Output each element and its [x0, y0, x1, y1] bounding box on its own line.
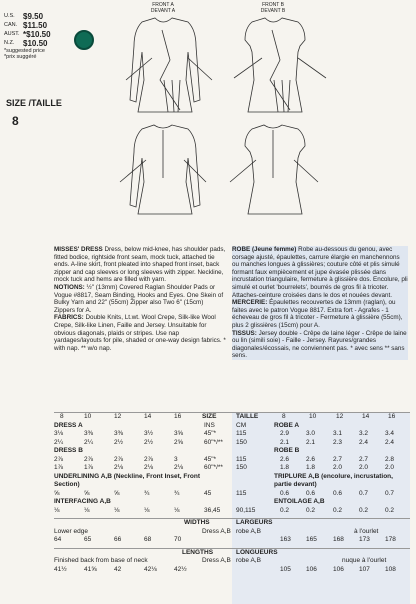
green-dot-icon [74, 30, 94, 50]
table-row: UNDERLINING A,B (Neckline, Front Inset, Front Section) TRIPLURE A,B (encolure, incrustation, partie devant) [54, 472, 393, 488]
size-label: SIZE /TAILLE [6, 98, 62, 108]
table-header-row: 8 10 12 14 16 SIZE TAILLE 8 10 12 14 16 [54, 412, 410, 422]
table-row: 3⅛ 3⅜ 3⅜ 3½ 3⅝ 45"* 115 2.9 3.0 3.1 3.2 3.4 [54, 430, 395, 437]
price-row: CAN. $11.50 [4, 21, 48, 30]
table-row: DRESS A INS CM ROBE A [54, 421, 300, 429]
price-row: U.S. $9.50 [4, 12, 44, 21]
table-row: 2⅞ 2⅞ 2⅞ 2⅞ 3 45"* 115 2.6 2.6 2.7 2.7 2.8 [54, 455, 395, 463]
price-note-fr: *prix suggéré [4, 54, 37, 60]
price-block [4, 12, 51, 60]
english-description: MISSES' DRESS Dress, below mid-knee, has shoulder pads, fitted bodice, rightside front seam, mock tuck, attached tie ends. A-line skirt, front pleated into shaped front inset, back zipper and cap sleeves or long sleeves with zipper. Neckline, mock tuck and hems are filled with yarn. NOTIONS: ½" (13mm) Covered Raglan Shoulder Pads or Vogue #8817, Seam Binding, Hooks and Eyes. One Skein of Bulky Yarn and 22" (55cm) Zipper also Two 6" (15cm) Zippers for A. FABRICS: Double Knits, Lt.wt. Wool Crepe, Silk-like Wool Crepe, Silk-like Linen, Faille and Jersey. Unsuitable for obvious diagonals, plaids or stripes. Use nap yardages/layouts for pile, shaded or one-way design fabrics. * with nap. ** w/o nap. [54, 246, 226, 352]
lengths-sub-row: Finished back from base of neck Dress A,B robe A,B nuque à l'ourlet [54, 557, 387, 564]
front-b-drawing [234, 18, 326, 112]
widths-values-row: 64 65 66 68 70 163 165 168 173 178 [54, 536, 396, 543]
table-row: 1⅞ 1⅞ 2⅛ 2⅛ 2⅛ 60"*/** 150 1.8 1.8 2.0 2.0 2.0 [54, 464, 395, 471]
lengths-values-row: 41½ 41⅝ 42 42⅛ 42½ 105 106 106 107 108 [54, 565, 396, 573]
price-row: AUST. *$10.50 [4, 30, 51, 39]
table-row: DRESS B ROBE B [54, 447, 300, 454]
widths-header-row: WIDTHS LARGEURS [54, 518, 410, 528]
front-a-label: FRONT A DEVANT A [150, 2, 176, 14]
price-row: N.Z. $10.50 [4, 39, 48, 48]
table-row: INTERFACING A,B ENTOILAGE A,B [54, 498, 325, 505]
back-a-drawing [120, 125, 206, 214]
table-row: ⅝ ⅝ ⅝ ¾ ¾ 45 115 0.6 0.6 0.6 0.7 0.7 [54, 489, 395, 497]
table-row: 2¼ 2¼ 2½ 2½ 2⅝ 60"*/** 150 2.1 2.1 2.3 2.4 2.4 [54, 438, 395, 446]
table-row: ⅛ ⅛ ⅛ ⅛ ⅛ 36,45 90,115 0.2 0.2 0.2 0.2 0.2 [54, 506, 395, 514]
yardage-table [54, 412, 410, 574]
size-value: 8 [12, 114, 19, 128]
front-b-label: FRONT B DEVANT B [260, 2, 286, 14]
lengths-header-row: LENGTHS LONGUEURS [54, 548, 410, 558]
back-b-drawing [230, 125, 318, 214]
dress-line-drawings [100, 0, 410, 230]
widths-sub-row: Lower edge Dress A,B robe A,B à l'ourlet [54, 527, 379, 535]
price-note: *suggested price [4, 48, 45, 54]
french-description: ROBE (Jeune femme) Robe au-dessous du genou, avec corsage ajusté, épaulettes, carrure élargie en manchennons ou manches longues à glissières; couture côté et plis simulé formant faux empiècement et jupe évasée plissée dans incrustation triangulaire, fermeture à glissière dos. Encolure, pli simulé et ourlet 'bourrelets', bourrés de gros fil à tricoter. Attaches-ceinture croisées dans le dos et nouées devant. MERCERIE: Épaulettes recouvertes de 13mm (raglan), ou faites avec le patron Vogue 8817. Extra fort - Agrafes - 1 écheveau de gros fil à tricoter - Fermeture à glissière (55cm), plus 2 glissières (15cm) pour A. TISSUS: Jersey double - Crêpe de laine léger - Crêpe de laine ou lin (simili soie) - Faille - Jersey. Rayures/grandes diagonales/écossais, ne conviennent pas. * avec sens ** sans sens. [232, 246, 408, 360]
front-a-drawing [126, 18, 212, 112]
